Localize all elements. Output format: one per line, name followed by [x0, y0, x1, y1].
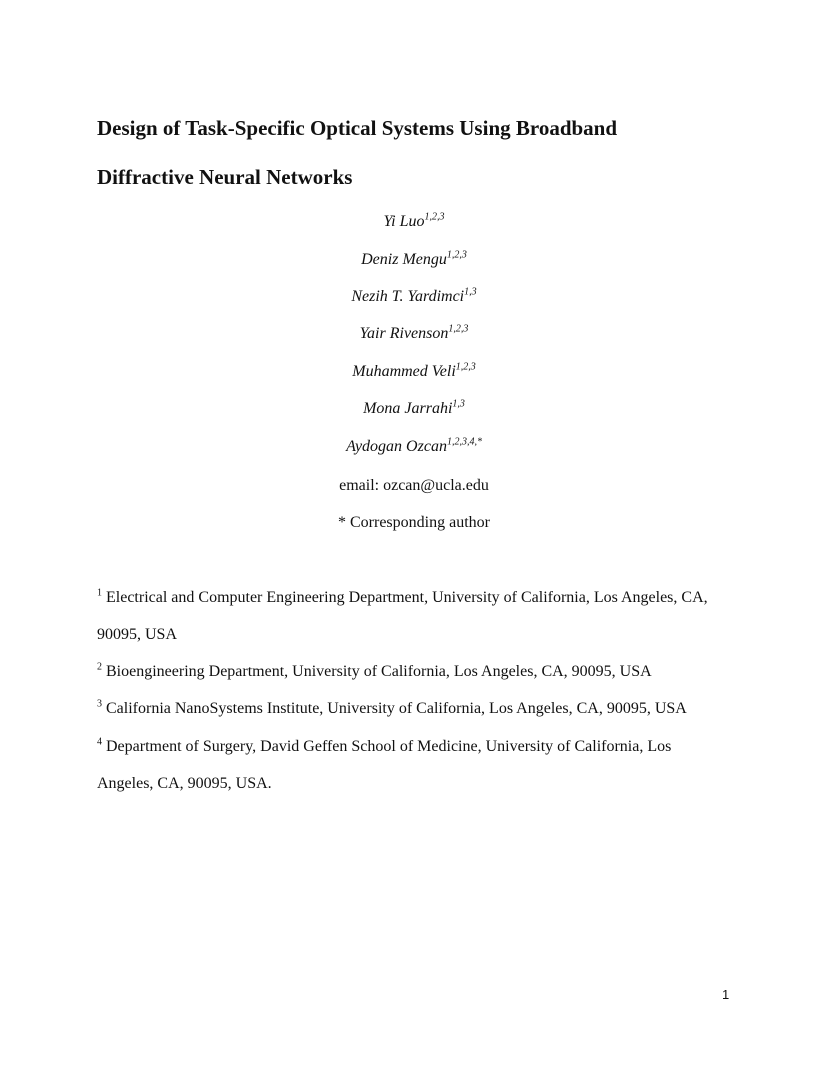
author-name: Mona Jarrahi [363, 400, 453, 417]
affiliation-mark: 3 [97, 698, 102, 710]
author-name: Aydogan Ozcan [346, 438, 447, 455]
author-name: Deniz Mengu [361, 251, 447, 268]
page-number: 1 [722, 987, 730, 1002]
author-affiliation-mark: 1,2,3 [446, 249, 467, 261]
author [0, 362, 828, 382]
author [0, 287, 828, 307]
affiliation-mark: 4 [97, 736, 102, 748]
contact-email: email: ozcan@ucla.edu [339, 477, 489, 494]
author-affiliation-mark: 1,2,3,4,* [446, 436, 482, 448]
affiliation-text: Electrical and Computer Engineering Department, University of California, Los Angeles, CA, [106, 589, 708, 606]
paper-title-line-2: Diffractive Neural Networks [97, 165, 353, 189]
affiliation-1 [97, 588, 708, 608]
author-name: Muhammed Veli [352, 363, 456, 380]
author [0, 212, 828, 232]
author [0, 399, 828, 419]
affiliation-text: California NanoSystems Institute, University of California, Los Angeles, CA, 90095, USA [106, 700, 687, 717]
author-affiliation-mark: 1,2,3 [424, 211, 445, 223]
author-affiliation-mark: 1,3 [464, 286, 477, 298]
author-affiliation-mark: 1,3 [452, 398, 465, 410]
corresponding-author-note: * Corresponding author [338, 514, 490, 531]
author [0, 324, 828, 344]
author-name: Nezih T. Yardimci [351, 288, 465, 305]
author-name: Yi Luo [383, 213, 425, 230]
author [0, 250, 828, 270]
affiliation-2 [97, 662, 652, 682]
affiliation-text: Bioengineering Department, University of California, Los Angeles, CA, 90095, USA [106, 663, 652, 680]
affiliation-mark: 1 [97, 587, 102, 599]
author-affiliation-mark: 1,2,3 [455, 361, 476, 373]
author [0, 437, 828, 457]
author-affiliation-mark: 1,2,3 [448, 323, 469, 335]
paper-title-line-1: Design of Task-Specific Optical Systems Using Broadband [97, 116, 618, 140]
affiliation-1-continued: 90095, USA [97, 626, 178, 643]
affiliation-mark: 2 [97, 661, 102, 673]
affiliation-text: Department of Surgery, David Geffen School of Medicine, University of California, Los [106, 738, 672, 755]
affiliation-4 [97, 737, 671, 757]
affiliation-3 [97, 699, 687, 719]
author-name: Yair Rivenson [359, 325, 449, 342]
affiliation-4-continued: Angeles, CA, 90095, USA. [97, 775, 272, 792]
